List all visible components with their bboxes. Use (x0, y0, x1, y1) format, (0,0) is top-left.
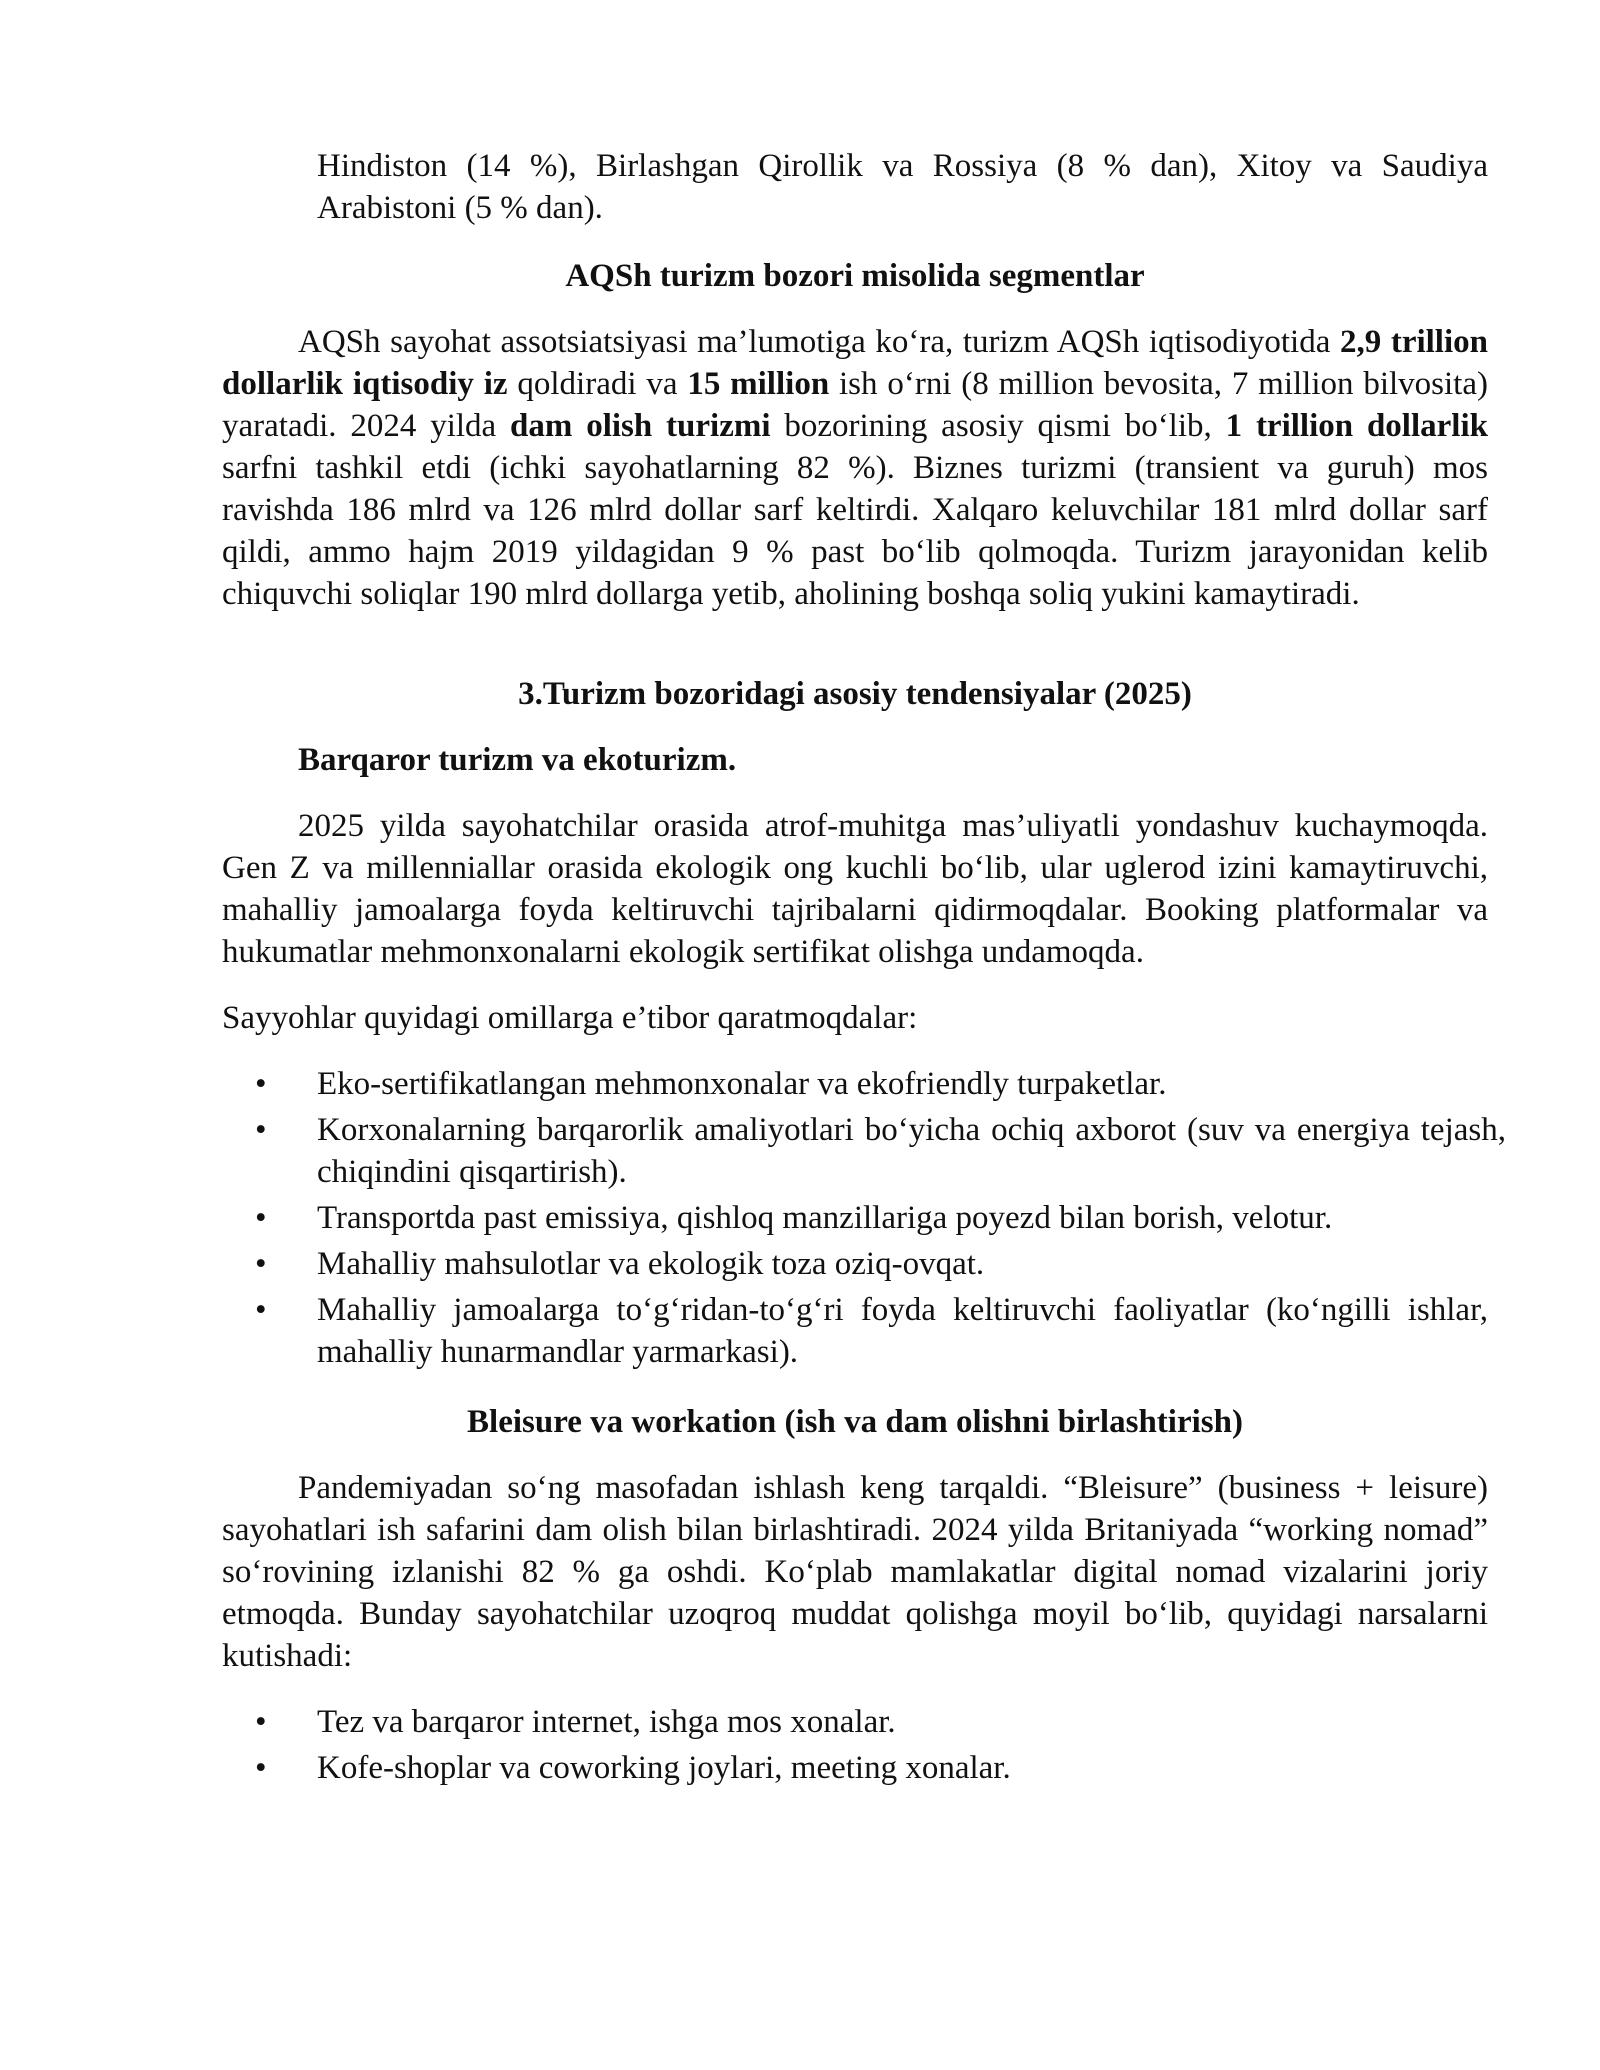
list-item (222, 1197, 1488, 1239)
list-item-text: Transportda past emissiya, qishloq manzillariga poyezd bilan borish, velotur. (317, 1200, 1333, 1236)
list-item (222, 1243, 1488, 1285)
us-text-1: AQSh sayohat assotsiatsiyasi ma’lumotiga ko‘ra, turizm AQSh iqtisodiyotida (298, 324, 1340, 360)
intro-continuation: Hindiston (14 %), Birlashgan Qirollik va Rossiya (8 % dan), Xitoy va Saudiya Arabistoni (5 % dan). (317, 148, 1488, 226)
bullet-icon: • (255, 1292, 267, 1328)
us-text-4: bozorining asosiy qismi bo‘lib, (770, 408, 1226, 444)
document-page (222, 145, 1506, 1793)
factors-intro: Sayyohlar quyidagi omillarga e’tibor qaratmoqdalar: (222, 1000, 918, 1036)
section-us-heading: AQSh turizm bozori misolida segmentlar (565, 258, 1145, 294)
list-item-text: Mahalliy mahsulotlar va ekologik toza oziq-ovqat. (317, 1246, 985, 1282)
expectations-list (222, 1701, 1488, 1789)
list-item-text: Tez va barqaror internet, ishga mos xonalar. (317, 1704, 896, 1740)
list-item-text: Eko-sertifikatlangan mehmonxonalar va ekofriendly turpaketlar. (317, 1066, 1167, 1102)
factors-list (222, 1063, 1506, 1373)
list-item (222, 1109, 1506, 1193)
us-text-5: sarfni tashkil etdi (ichki sayohatlarning 82 %). Biznes turizmi (transient va guruh) mos ravishda 186 mlrd va 126 mlrd dollar sarf keltirdi. Xalqaro keluvchilar 181 mlrd dollar sarf qildi, ammo hajm 2019 yildagidan 9 % past bo‘lib qolmoqda. Turizm jarayonidan kelib chiquvchi soliqlar 190 mlrd dollarga yetib, aholining boshqa soliq yukini kamaytiradi. (222, 450, 1488, 612)
us-text-3: ish o‘rni (8 million bevosita, 7 million bilvosita) yaratadi. 2024 yilda (222, 366, 1488, 444)
bullet-icon: • (255, 1750, 267, 1786)
bleisure-heading: Bleisure va workation (ish va dam olishni birlashtirish) (467, 1404, 1243, 1440)
bleisure-paragraph: Pandemiyadan so‘ng masofadan ishlash keng tarqaldi. “Bleisure” (business + leisure) sayohatlari ish safarini dam olish bilan birlashtiradi. 2024 yilda Britaniyada “working nomad” so‘rovining izlanishi 82 % ga oshdi. Ko‘plab mamlakatlar digital nomad vizalarini joriy etmoqda. Bunday sayohatchilar uzoqroq muddat qolishga moyil bo‘lib, quyidagi narsalarni kutishadi: (222, 1470, 1488, 1674)
bullet-icon: • (255, 1704, 267, 1740)
list-item-text: Mahalliy jamoalarga to‘g‘ridan-to‘g‘ri foyda keltiruvchi faoliyatlar (ko‘ngilli ishlar, mahalliy hunarmandlar yarmarkasi). (317, 1292, 1488, 1370)
list-item (222, 1747, 1488, 1789)
list-item (222, 1289, 1488, 1373)
section3-heading: 3.Turizm bozoridagi asosiy tendensiyalar (2025) (518, 676, 1192, 712)
bullet-icon: • (255, 1066, 267, 1102)
sustainable-paragraph: 2025 yilda sayohatchilar orasida atrof-muhitga mas’uliyatli yondashuv kuchaymoqda. Gen Z va millenniallar orasida ekologik ong kuchli bo‘lib, ular uglerod izini kamaytiruvchi, mahalliy jamoalarga foyda keltiruvchi tajribalarni qidirmoqdalar. Booking platformalar va hukumatlar mehmonxonalarni ekologik sertifikat olishga undamoqda. (222, 808, 1488, 970)
us-market-paragraph (222, 321, 1488, 615)
us-bold-leisure: dam olish turizmi (510, 408, 771, 444)
bullet-icon: • (255, 1112, 267, 1148)
list-item (222, 1701, 1488, 1743)
us-bold-economic-footprint: 2,9 trillion dollarlik iqtisodiy iz (222, 324, 1488, 402)
us-text-2: qoldiradi va (507, 366, 688, 402)
list-item-text: Kofe-shoplar va coworking joylari, meeting xonalar. (317, 1750, 1011, 1786)
sustainable-tourism-subheading: Barqaror turizm va ekoturizm. (298, 742, 737, 778)
bullet-icon: • (255, 1200, 267, 1236)
list-item-text: Korxonalarning barqarorlik amaliyotlari bo‘yicha ochiq axborot (suv va energiya tejash, chiqindini qisqartirish). (317, 1112, 1506, 1190)
us-bold-trillion: 1 trillion dollarlik (1225, 408, 1488, 444)
list-item (222, 1063, 1488, 1105)
us-bold-jobs: 15 million (687, 366, 830, 402)
bullet-icon: • (255, 1246, 267, 1282)
